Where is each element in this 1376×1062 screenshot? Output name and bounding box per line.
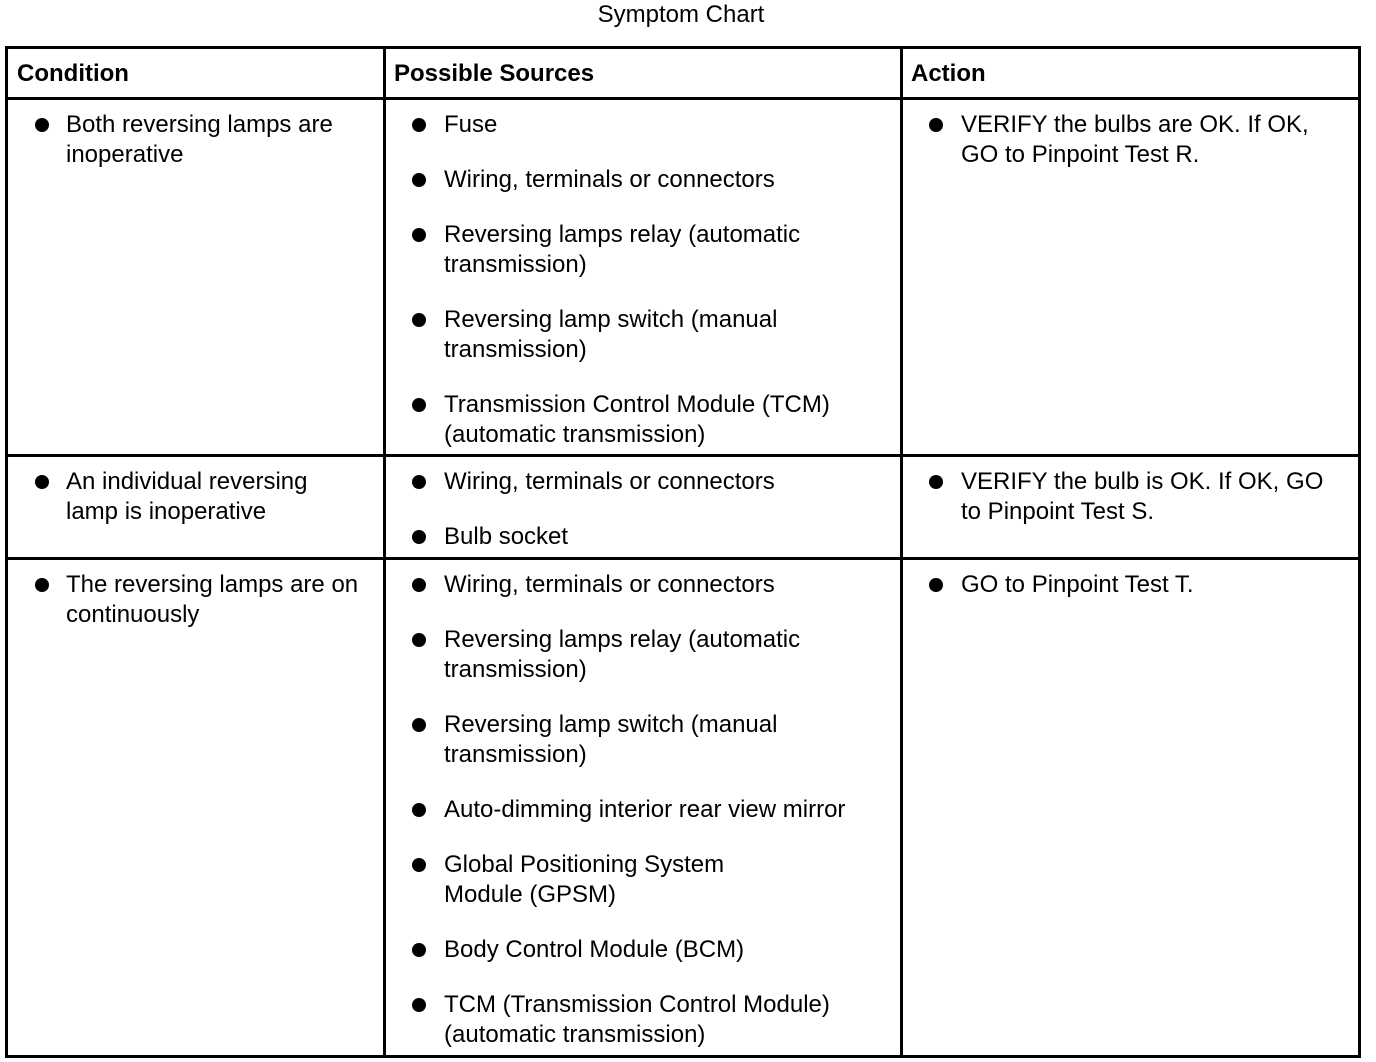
source-text: Reversing lamp switch (manual transmission)	[444, 306, 778, 363]
condition-list	[8, 560, 383, 630]
sources-list	[386, 100, 900, 450]
table-row	[7, 456, 1360, 559]
condition-cell	[7, 559, 385, 1057]
source-text: Body Control Module (BCM)	[444, 936, 745, 963]
source-text: Auto-dimming interior rear view mirror	[444, 796, 846, 823]
list-item	[8, 570, 375, 630]
chart-title: Symptom Chart	[597, 1, 765, 28]
action-cell	[902, 99, 1360, 456]
list-item	[386, 710, 892, 770]
bullet-icon	[412, 475, 426, 489]
action-text: VERIFY the bulb is OK. If OK, GO to Pinpoint Test S.	[961, 468, 1324, 525]
list-item	[386, 795, 892, 825]
list-item	[8, 110, 375, 170]
bullet-icon	[929, 118, 943, 132]
source-text: Wiring, terminals or connectors	[444, 468, 775, 495]
bullet-icon	[929, 475, 943, 489]
source-text: Wiring, terminals or connectors	[444, 571, 775, 598]
bullet-icon	[929, 578, 943, 592]
list-item	[386, 990, 892, 1050]
condition-cell	[7, 456, 385, 559]
list-item	[386, 165, 892, 195]
list-item	[8, 467, 375, 527]
condition-text: Both reversing lamps are inoperative	[66, 111, 333, 168]
bullet-icon	[35, 475, 49, 489]
source-text: Bulb socket	[444, 523, 569, 550]
bullet-icon	[412, 398, 426, 412]
source-text: TCM (Transmission Control Module) (automatic transmission)	[444, 991, 830, 1048]
table-row	[7, 99, 1360, 456]
list-item	[386, 570, 892, 600]
condition-list	[8, 100, 383, 170]
source-text: Reversing lamps relay (automatic transmission)	[444, 626, 801, 683]
action-cell	[902, 559, 1360, 1057]
condition-text: An individual reversing lamp is inoperative	[66, 468, 308, 525]
source-text: Global Positioning System Module (GPSM)	[444, 851, 725, 908]
source-text: Fuse	[444, 111, 498, 138]
table-header-row	[7, 48, 1360, 99]
action-list	[903, 457, 1358, 527]
sources-cell	[385, 456, 902, 559]
list-item	[903, 570, 1350, 600]
action-list	[903, 100, 1358, 170]
bullet-icon	[412, 118, 426, 132]
header-action	[902, 48, 1360, 99]
bullet-icon	[412, 803, 426, 817]
source-text: Reversing lamps relay (automatic transmission)	[444, 221, 801, 278]
action-text: GO to Pinpoint Test T.	[961, 571, 1194, 598]
list-item	[386, 850, 892, 910]
list-item	[386, 625, 892, 685]
list-item	[386, 305, 892, 365]
bullet-icon	[412, 173, 426, 187]
action-text: VERIFY the bulbs are OK. If OK, GO to Pinpoint Test R.	[961, 111, 1309, 168]
bullet-icon	[412, 313, 426, 327]
condition-list	[8, 457, 383, 527]
list-item	[386, 935, 892, 965]
bullet-icon	[35, 118, 49, 132]
source-text: Transmission Control Module (TCM) (automatic transmission)	[444, 391, 830, 448]
header-action-label: Action	[911, 60, 986, 87]
list-item	[386, 390, 892, 450]
condition-text: The reversing lamps are on continuously	[66, 571, 359, 628]
bullet-icon	[412, 530, 426, 544]
header-condition	[7, 48, 385, 99]
bullet-icon	[412, 578, 426, 592]
sources-list	[386, 560, 900, 1050]
bullet-icon	[412, 998, 426, 1012]
table-row	[7, 559, 1360, 1057]
bullet-icon	[35, 578, 49, 592]
sources-list	[386, 457, 900, 552]
bullet-icon	[412, 718, 426, 732]
action-cell	[902, 456, 1360, 559]
bullet-icon	[412, 943, 426, 957]
list-item	[386, 110, 892, 140]
sources-cell	[385, 559, 902, 1057]
header-possible-sources	[385, 48, 902, 99]
condition-cell	[7, 99, 385, 456]
list-item	[903, 467, 1350, 527]
source-text: Wiring, terminals or connectors	[444, 166, 775, 193]
symptom-table	[5, 46, 1361, 1058]
header-condition-label: Condition	[17, 60, 129, 87]
header-sources-label: Possible Sources	[394, 60, 595, 87]
source-text: Reversing lamp switch (manual transmission)	[444, 711, 778, 768]
list-item	[386, 522, 892, 552]
bullet-icon	[412, 858, 426, 872]
list-item	[386, 467, 892, 497]
bullet-icon	[412, 633, 426, 647]
action-list	[903, 560, 1358, 600]
sources-cell	[385, 99, 902, 456]
bullet-icon	[412, 228, 426, 242]
list-item	[903, 110, 1350, 170]
list-item	[386, 220, 892, 280]
